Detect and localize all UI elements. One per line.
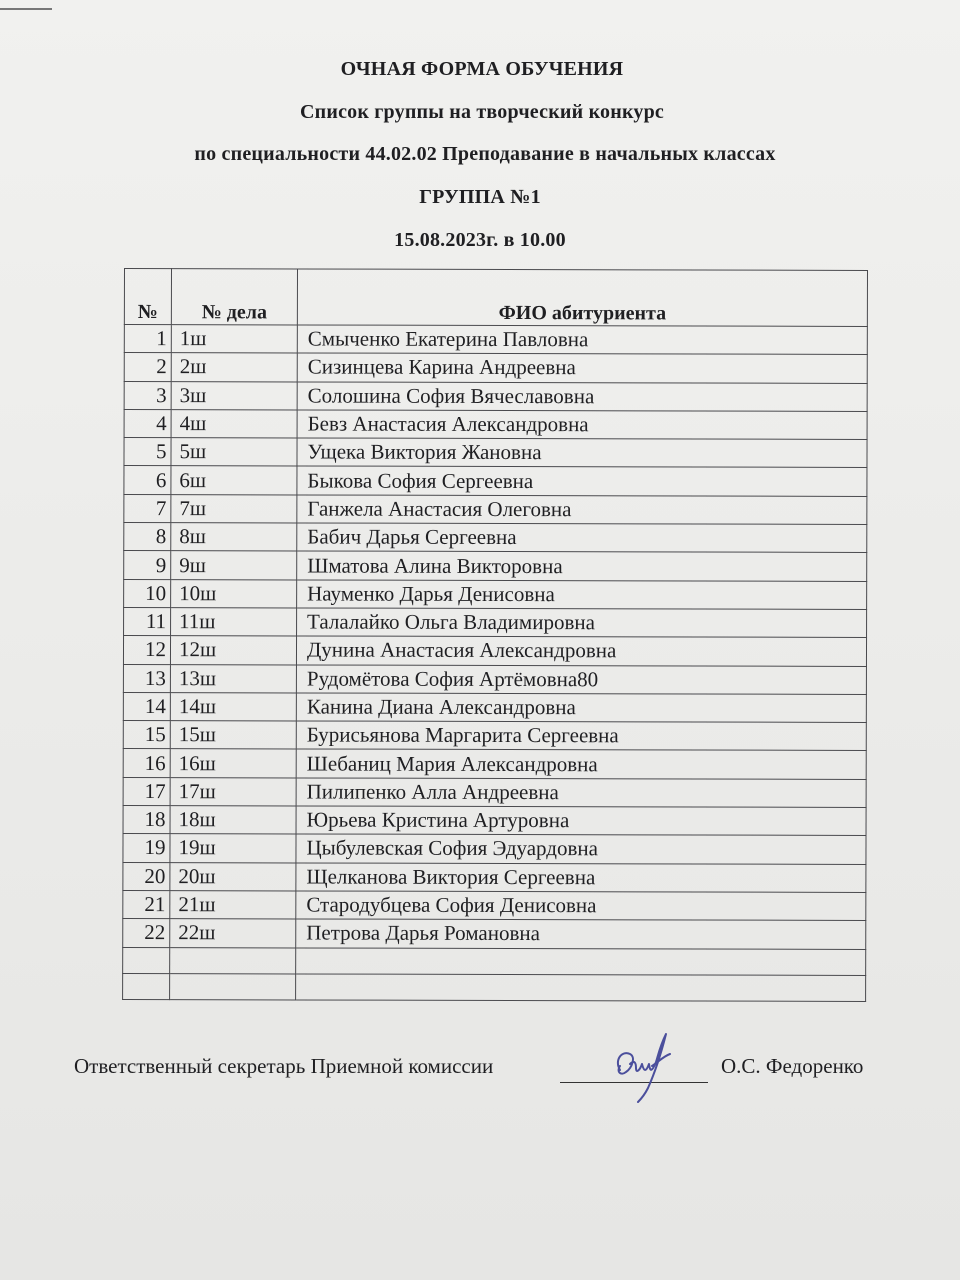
row-number-cell: 2 xyxy=(124,353,171,381)
case-number-cell: 22ш xyxy=(170,919,296,948)
table-row xyxy=(124,325,867,355)
case-number-cell: 8ш xyxy=(171,523,297,552)
table-row xyxy=(124,353,867,383)
applicant-name-cell: Юрьева Кристина Артуровна xyxy=(296,806,866,836)
row-number-cell: 1 xyxy=(124,325,171,353)
applicant-name-cell: Дунина Анастасия Александровна xyxy=(296,636,866,666)
case-number-cell: 13ш xyxy=(170,664,296,693)
applicant-name-cell: Стародубцева София Денисовна xyxy=(296,891,866,921)
row-number-cell: 8 xyxy=(124,523,171,551)
signature-block xyxy=(74,1054,904,1094)
case-number-cell: 15ш xyxy=(170,721,296,750)
applicant-name-cell: Щелканова Виктория Сергеевна xyxy=(296,863,866,893)
empty-cell xyxy=(170,947,296,973)
applicant-name-cell: Цыбулевская София Эдуардовна xyxy=(296,834,866,864)
applicant-name-cell: Талалайко Ольга Владимировна xyxy=(297,608,867,638)
heading-date-time: 15.08.2023г. в 10.00 xyxy=(394,229,566,251)
heading-group-number: ГРУППА №1 xyxy=(419,186,541,208)
handwritten-signature xyxy=(586,1026,696,1106)
table-row xyxy=(123,692,866,722)
case-number-cell: 18ш xyxy=(170,806,296,835)
row-number-cell: 6 xyxy=(124,466,171,494)
row-number-cell: 3 xyxy=(124,381,171,409)
applicants-table xyxy=(122,268,868,1001)
table-row xyxy=(123,777,866,807)
applicant-name-cell: Рудомётова София Артёмовна80 xyxy=(296,665,866,695)
table-row xyxy=(124,551,867,581)
row-number-cell: 17 xyxy=(123,777,170,805)
row-number-cell: 15 xyxy=(123,721,170,749)
case-number-cell: 9ш xyxy=(171,551,297,580)
applicant-name-cell: Ганжела Анастасия Олеговна xyxy=(297,495,867,525)
row-number-cell: 21 xyxy=(123,890,170,918)
table-row xyxy=(123,664,866,694)
empty-cell xyxy=(296,973,866,1000)
applicant-name-cell: Петрова Дарья Романовна xyxy=(296,919,866,949)
table-header-row xyxy=(124,269,867,327)
applicant-name-cell: Шматова Алина Викторовна xyxy=(297,551,867,581)
applicant-name-cell: Сизинцева Карина Андреевна xyxy=(297,353,867,383)
applicant-name-cell: Канина Диана Александровна xyxy=(296,693,866,723)
row-number-cell: 19 xyxy=(123,834,170,862)
row-number-cell: 5 xyxy=(124,438,171,466)
column-header-case: № дела xyxy=(171,269,297,325)
case-number-cell: 20ш xyxy=(170,862,296,891)
case-number-cell: 12ш xyxy=(170,636,296,665)
table-row xyxy=(124,579,867,609)
case-number-cell: 21ш xyxy=(170,891,296,920)
row-number-cell: 16 xyxy=(123,749,170,777)
applicant-name-cell: Солошина София Вячеславовна xyxy=(297,382,867,412)
empty-cell xyxy=(123,947,170,973)
row-number-cell: 14 xyxy=(123,692,170,720)
row-number-cell: 18 xyxy=(123,806,170,834)
table-row xyxy=(124,466,867,496)
row-number-cell: 7 xyxy=(124,494,171,522)
table-row xyxy=(124,409,867,439)
column-header-name: ФИО абитуриента xyxy=(297,269,867,326)
row-number-cell: 13 xyxy=(123,664,170,692)
row-number-cell: 4 xyxy=(124,409,171,437)
row-number-cell: 11 xyxy=(124,607,171,635)
heading-group-list: Список группы на творческий конкурс xyxy=(299,101,664,123)
table-row xyxy=(124,494,867,524)
row-number-cell: 10 xyxy=(124,579,171,607)
column-header-number: № xyxy=(124,269,171,325)
table-row xyxy=(124,381,867,411)
table-row xyxy=(124,438,867,468)
case-number-cell: 1ш xyxy=(171,325,297,354)
table-row xyxy=(123,919,866,949)
table-row xyxy=(123,806,866,836)
applicant-name-cell: Смыченко Екатерина Павловна xyxy=(297,325,867,355)
empty-cell xyxy=(123,973,170,999)
applicant-name-cell: Ущека Виктория Жановна xyxy=(297,438,867,468)
case-number-cell: 3ш xyxy=(171,381,297,410)
applicant-name-cell: Науменко Дарья Денисовна xyxy=(297,580,867,610)
table-body xyxy=(123,325,868,1001)
table-row xyxy=(123,834,866,864)
table-row xyxy=(123,749,866,779)
row-number-cell: 22 xyxy=(123,919,170,947)
heading-study-form: ОЧНАЯ ФОРМА ОБУЧЕНИЯ xyxy=(340,58,624,80)
row-number-cell: 9 xyxy=(124,551,171,579)
table-row xyxy=(123,721,866,751)
heading-specialty: по специальности 44.02.02 Преподавание в начальных классах xyxy=(194,143,776,165)
case-number-cell: 19ш xyxy=(170,834,296,863)
secretary-role-label: Ответственный секретарь Приемной комиссии xyxy=(74,1054,494,1078)
row-number-cell: 12 xyxy=(123,636,170,664)
table-row xyxy=(123,862,866,892)
case-number-cell: 14ш xyxy=(170,692,296,721)
applicant-name-cell: Бурисьянова Маргарита Сергеевна xyxy=(296,721,866,751)
applicant-name-cell: Бевз Анастасия Александровна xyxy=(297,410,867,440)
secretary-name: О.С. Федоренко xyxy=(721,1054,864,1078)
empty-cell xyxy=(296,947,866,974)
corner-mark xyxy=(0,0,52,10)
applicant-name-cell: Пилипенко Алла Андреевна xyxy=(296,778,866,808)
case-number-cell: 6ш xyxy=(171,466,297,495)
applicant-name-cell: Шебаниц Мария Александровна xyxy=(296,749,866,779)
case-number-cell: 11ш xyxy=(171,608,297,637)
case-number-cell: 10ш xyxy=(171,579,297,608)
empty-table-row xyxy=(123,947,866,975)
empty-table-row xyxy=(123,973,866,1001)
row-number-cell: 20 xyxy=(123,862,170,890)
empty-cell xyxy=(170,973,296,999)
case-number-cell: 2ш xyxy=(171,353,297,382)
case-number-cell: 5ш xyxy=(171,438,297,467)
table-row xyxy=(124,523,867,553)
table-row xyxy=(124,607,867,637)
applicant-name-cell: Бабич Дарья Сергеевна xyxy=(297,523,867,553)
table-row xyxy=(123,890,866,920)
table-row xyxy=(123,636,866,666)
case-number-cell: 16ш xyxy=(170,749,296,778)
case-number-cell: 17ш xyxy=(170,777,296,806)
case-number-cell: 7ш xyxy=(171,494,297,523)
case-number-cell: 4ш xyxy=(171,410,297,439)
applicant-name-cell: Быкова София Сергеевна xyxy=(297,466,867,496)
